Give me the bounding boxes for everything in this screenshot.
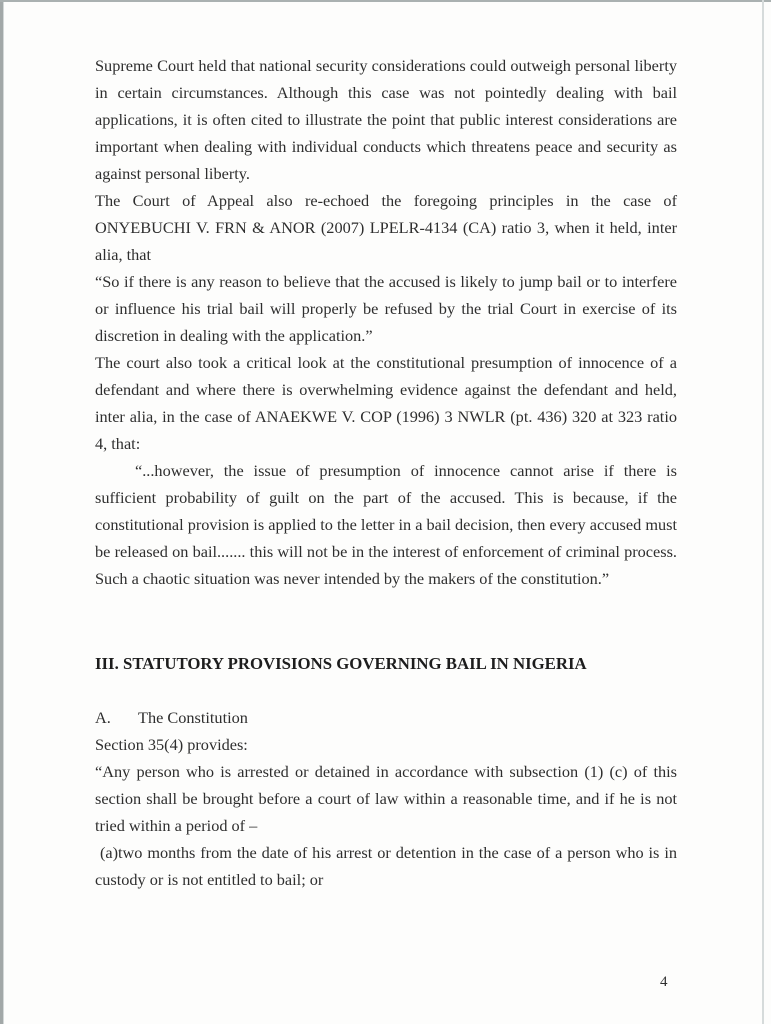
list-item-a-label: A. — [95, 708, 111, 727]
photo-edge-top — [0, 0, 771, 2]
quote-onyebuchi: “So if there is any reason to believe that the accused is likely to jump bail or to interfere or influence his trial bail will properly be refused by the trial Court in exercise of its discretion in dealing with the application.” — [95, 272, 677, 345]
paragraph-supreme-court: Supreme Court held that national security considerations could outweigh personal liberty in certain circumstances. Although this case was not pointedly dealing with bail applications, it is often cited to illustrate the point that public interest considerations are important when dealing with individual conducts which threatens peace and security as against personal liberty. — [95, 56, 677, 183]
photo-edge-left — [0, 0, 4, 1024]
section-heading-statutory-provisions: III. STATUTORY PROVISIONS GOVERNING BAIL IN NIGERIA — [95, 654, 587, 673]
paragraph-court-of-appeal: The Court of Appeal also re-echoed the foregoing principles in the case of ONYEBUCHI V. FRN & ANOR (2007) LPELR-4134 (CA) ratio 3, when it held, inter alia, that — [95, 191, 677, 264]
list-item-a-title: The Constitution — [138, 708, 248, 727]
quote-anaekwe: “...however, the issue of presumption of innocence cannot arise if there is sufficient probability of guilt on the part of the accused. This is because, if the constitutional provision is applied to the letter in a bail decision, then every accused must be released on bail....... this will not be in the interest of enforcement of criminal process. Such a chaotic situation was never intended by the makers of the constitution.” — [95, 461, 677, 588]
list-item-a — [95, 704, 677, 731]
document-body — [95, 52, 682, 893]
page-number: 4 — [660, 974, 668, 990]
photo-edge-right — [762, 0, 764, 1024]
section-35-intro: Section 35(4) provides: — [95, 735, 248, 754]
paragraph-anaekwe: The court also took a critical look at the constitutional presumption of innocence of a defendant and where there is overwhelming evidence against the defendant and held, inter alia, in the case of ANAEKWE V. COP (1996) 3 NWLR (pt. 436) 320 at 323 ratio 4, that: — [95, 353, 677, 453]
section-35-quote: “Any person who is arrested or detained in accordance with subsection (1) (c) of this section shall be brought before a court of law within a reasonable time, and if he is not tried within a period of – — [95, 762, 677, 835]
section-35-sub-a: (a)two months from the date of his arrest or detention in the case of a person who is in custody or is not entitled to bail; or — [95, 843, 682, 889]
